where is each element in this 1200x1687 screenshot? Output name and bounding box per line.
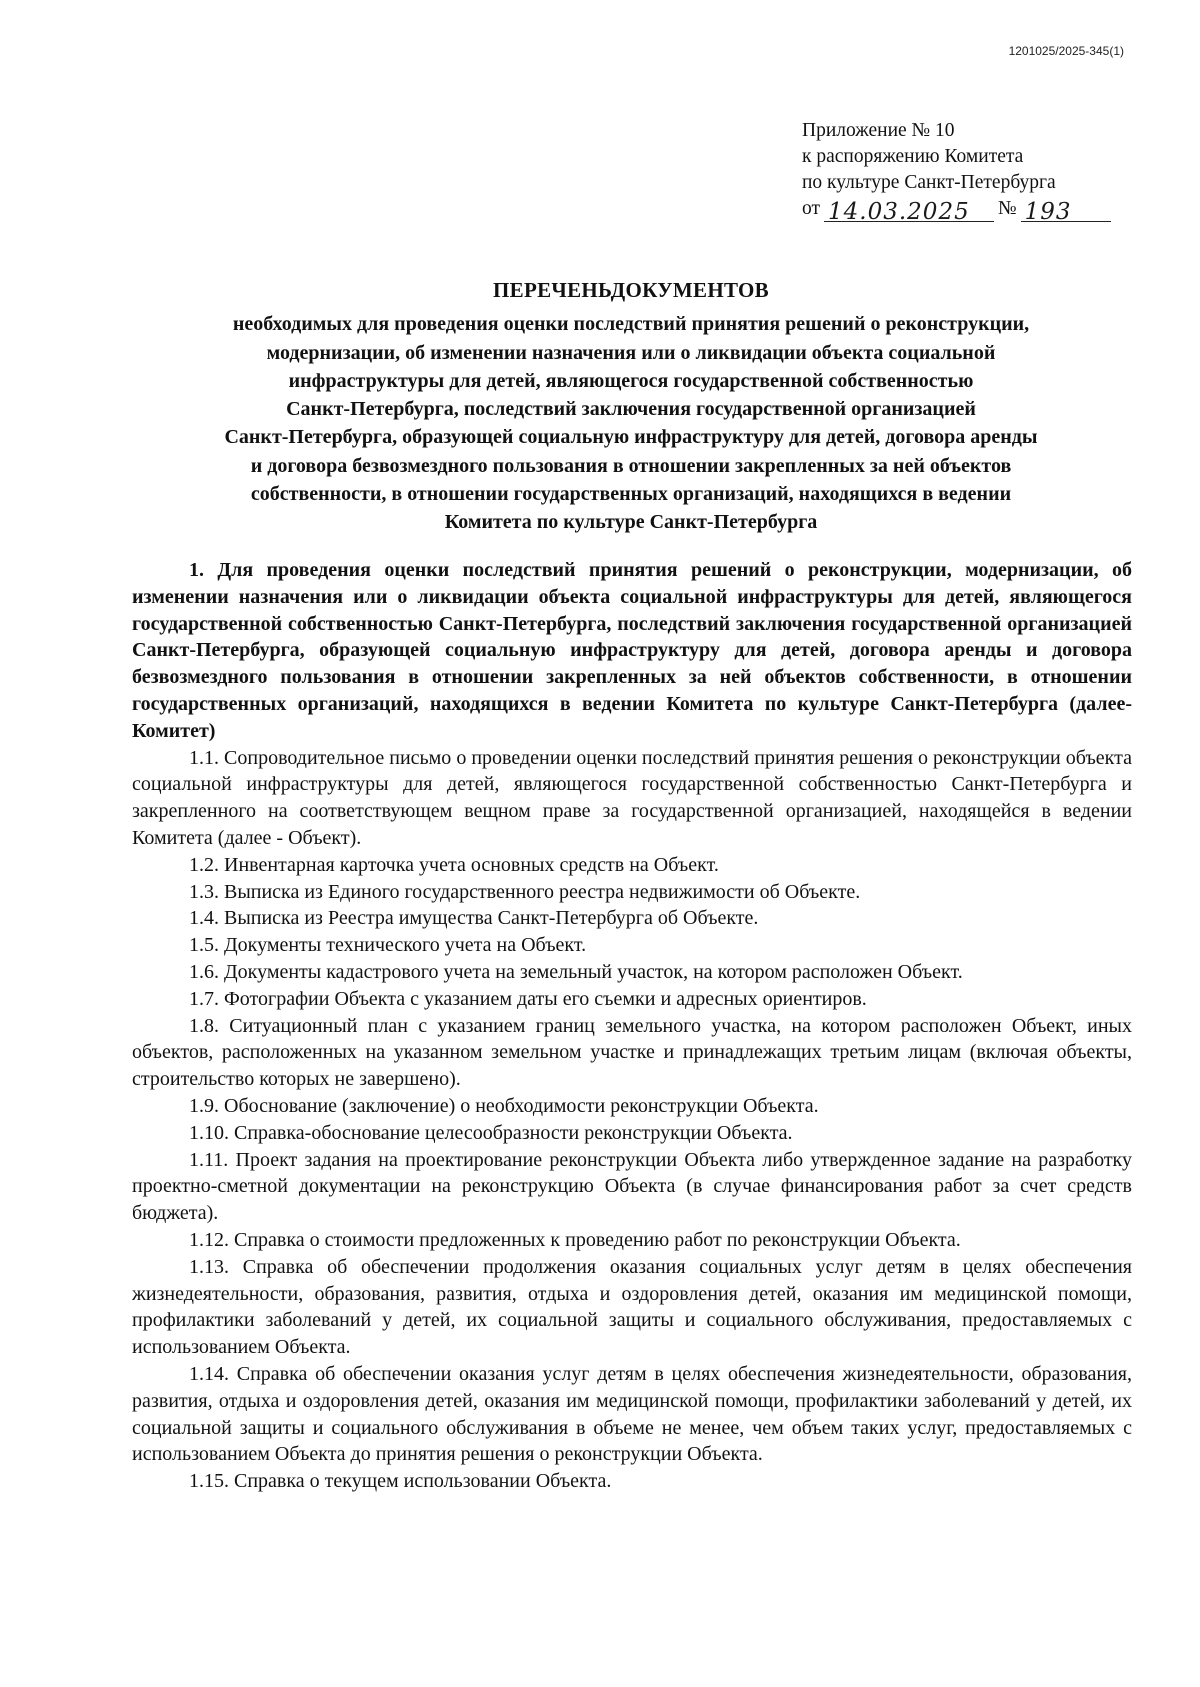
- list-item: 1.3. Выписка из Единого государственного реестра недвижимости об Объекте.: [189, 880, 861, 903]
- title-line: Санкт-Петербурга, образующей социальную инфраструктуру для детей, договора аренды: [224, 426, 1038, 449]
- title-main: ПЕРЕЧЕНЬДОКУМЕНТОВ: [493, 278, 769, 302]
- date-field: [824, 197, 994, 225]
- title-line: инфраструктуры для детей, являющегося государственной собственностью: [288, 369, 974, 392]
- document-id: 1201025/2025-345(1): [1008, 44, 1124, 58]
- list-item: 1.10. Справка-обоснование целесообразности реконструкции Объекта.: [189, 1121, 793, 1144]
- title-line: Санкт-Петербурга, последствий заключения государственной организацией: [286, 398, 976, 421]
- number-field: [1021, 197, 1111, 225]
- section-intro: 1. Для проведения оценки последствий принятия решений о реконструкции, модернизации, об изменении назначения или о ликвидации объекта социальной инфраструктуры для детей, являющегося государственной собственностью Санкт-Петербурга, последствий заключения государственной организацией Санкт-Петербурга, образующей социальную инфраструктуру для детей, договора аренды и договора безвозмездного пользования в отношении закрепленных за ней объектов собственности, в отношении государственных организаций, находящихся в ведении Комитета по культуре Санкт-Петербурга (далее- Комитет): [132, 559, 1132, 742]
- list-item: 1.13. Справка об обеспечении продолжения оказания социальных услуг детям в целях обеспечения жизнедеятельности, образования, развития, отдыха и оздоровления детей, оказания им медицинской помощи, профилактики заболеваний у детей, их социальной защиты и социального обслуживания, предоставляемых с использованием Объекта.: [132, 1255, 1132, 1359]
- document-title: [118, 276, 1144, 537]
- list-item: 1.9. Обоснование (заключение) о необходимости реконструкции Объекта.: [189, 1094, 819, 1117]
- list-item: 1.11. Проект задания на проектирование реконструкции Объекта либо утвержденное задание на разработку проектно-сметной документации на реконструкцию Объекта (в случае финансирования работ за счет средств бюджета).: [132, 1148, 1132, 1225]
- title-line: модернизации, об изменении назначения или о ликвидации объекта социальной: [266, 341, 996, 364]
- list-item: 1.12. Справка о стоимости предложенных к проведению работ по реконструкции Объекта.: [189, 1228, 961, 1251]
- date-prefix: от: [802, 198, 821, 219]
- appendix-committee: по культуре Санкт-Петербурга: [802, 172, 1056, 193]
- appendix-number: Приложение № 10: [802, 120, 955, 141]
- title-line: необходимых для проведения оценки последствий принятия решений о реконструкции,: [232, 313, 1030, 336]
- list-item: 1.4. Выписка из Реестра имущества Санкт-Петербурга об Объекте.: [189, 907, 759, 930]
- document-body: [132, 557, 1132, 1495]
- number-prefix: №: [998, 198, 1017, 219]
- list-item: 1.15. Справка о текущем использовании Объекта.: [189, 1470, 612, 1493]
- title-line: Комитета по культуре Санкт-Петербурга: [444, 511, 818, 534]
- list-item: 1.5. Документы технического учета на Объект.: [189, 934, 587, 957]
- list-item: 1.7. Фотографии Объекта с указанием даты его съемки и адресных ориентиров.: [189, 987, 867, 1010]
- appendix-date-line: [802, 196, 1122, 225]
- list-item: 1.1. Сопроводительное письмо о проведении оценки последствий принятия решения о реконструкции объекта социальной инфраструктуры для детей, являющегося государственной собственностью Санкт-Петербурга и закрепленного на соответствующем вещном праве за государственной организацией, находящейся в ведении Комитета (далее - Объект).: [132, 746, 1132, 849]
- title-line: собственности, в отношении государственных организаций, находящихся в ведении: [250, 483, 1012, 506]
- list-item: 1.2. Инвентарная карточка учета основных средств на Объект.: [189, 853, 719, 876]
- list-item: 1.6. Документы кадастрового учета на земельный участок, на котором расположен Объект.: [189, 960, 963, 983]
- appendix-block: [802, 118, 1122, 225]
- list-item: 1.8. Ситуационный план с указанием границ земельного участка, на котором расположен Объект, иных объектов, расположенных на указанном земельном участке и принадлежащих третьим лицам (включая объекты, строительство которых не завершено).: [132, 1014, 1132, 1091]
- handwritten-date: 14.03.2025: [828, 199, 970, 225]
- appendix-order-ref: к распоряжению Комитета: [802, 146, 1024, 167]
- title-line: и договора безвозмездного пользования в отношении закрепленных за ней объектов: [250, 454, 1012, 477]
- handwritten-number: 193: [1024, 199, 1072, 225]
- list-item: 1.14. Справка об обеспечении оказания услуг детям в целях обеспечения жизнедеятельности, образования, развития, отдыха и оздоровления детей, оказания им медицинской помощи, профилактики заболеваний у детей, их социальной защиты и социального обслуживания в объеме не менее, чем объем таких услуг, предоставляемых с использованием Объекта до принятия решения о реконструкции Объекта.: [132, 1362, 1132, 1466]
